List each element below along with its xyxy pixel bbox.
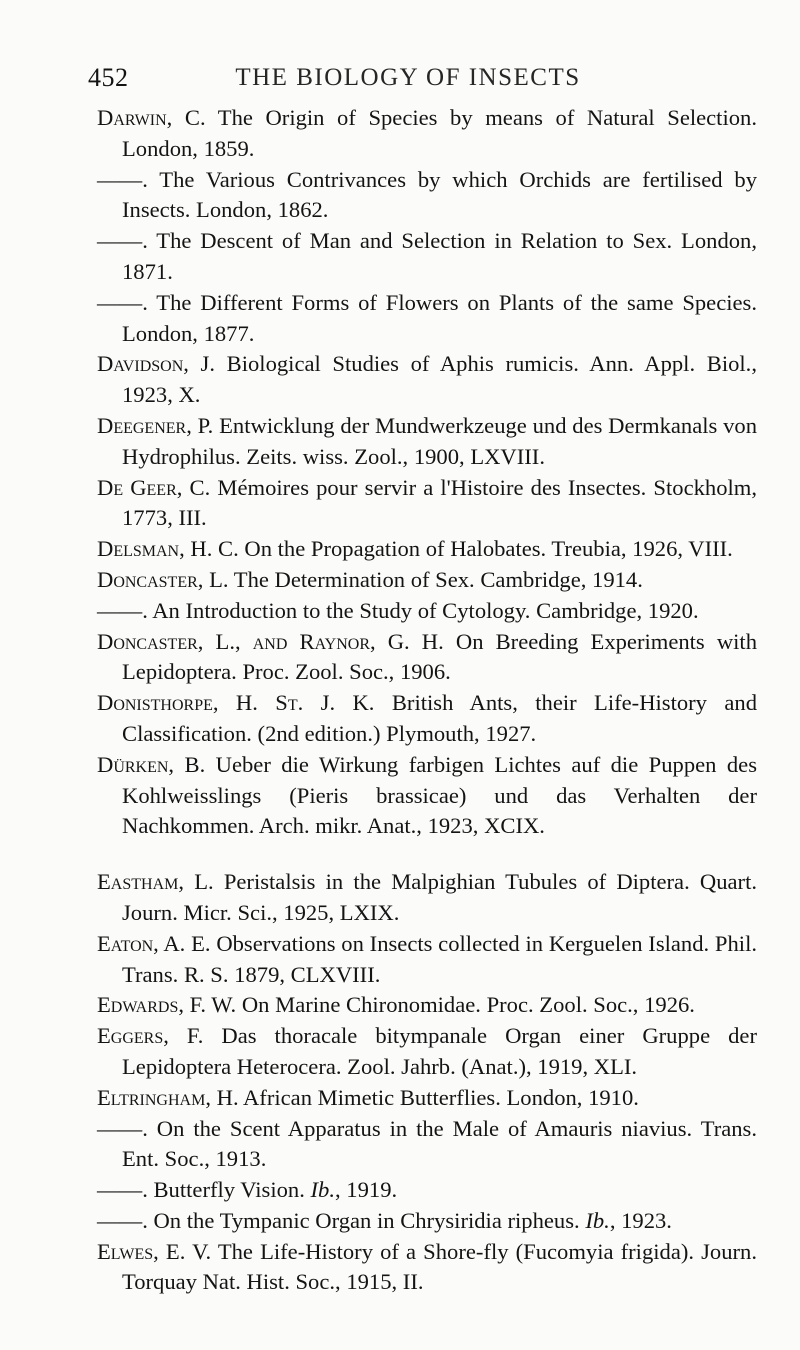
- entry-text: Mémoires pour servir a l'Histoire des Insectes. Stockholm, 1773, III.: [122, 474, 757, 531]
- entry-author: De Geer, C.: [97, 474, 211, 500]
- entry-author: Elwes, E. V.: [97, 1238, 212, 1264]
- entry-text: The Various Contrivances by which Orchids are fertilised by Insects. London, 1862.: [122, 166, 757, 223]
- bibliography-group-d: [97, 103, 757, 842]
- entry-author: Doncaster, L., and Raynor, G. H.: [97, 628, 444, 654]
- entry-author: Doncaster, L.: [97, 566, 229, 592]
- entry-text: On Breeding Experiments with Lepidoptera. Proc. Zool. Soc., 1906.: [122, 628, 757, 685]
- entry-text: The Origin of Species by means of Natural Selection. London, 1859.: [122, 105, 757, 161]
- entry-tail: , 1923.: [609, 1207, 672, 1233]
- entry-ditto-dash: ——.: [97, 597, 148, 623]
- bibliography-entry: [97, 750, 757, 842]
- entry-text: Observations on Insects collected in Kerguelen Island. Phil. Trans. R. S. 1879, CLXVIII.: [122, 930, 757, 987]
- bibliography-entry: [97, 867, 757, 929]
- entry-author: Davidson, J.: [97, 351, 215, 377]
- bibliography-entry: [97, 688, 757, 750]
- bibliography-group-e: [97, 867, 757, 1298]
- entry-author: Eltringham, H.: [97, 1084, 239, 1110]
- entry-ditto-dash: ——.: [97, 1115, 148, 1141]
- entry-text: The Different Forms of Flowers on Plants of the same Species. London, 1877.: [122, 289, 757, 346]
- entry-ditto-dash: ——.: [97, 289, 148, 315]
- running-head: THE BIOLOGY OF INSECTS: [235, 64, 581, 91]
- page-number: 452: [88, 63, 129, 92]
- entry-author: Edwards, F. W.: [97, 992, 237, 1018]
- entry-ditto-dash: ——.: [97, 1207, 148, 1233]
- bibliography-entry: [97, 1237, 757, 1299]
- entry-text: On the Scent Apparatus in the Male of Amauris niavius. Trans. Ent. Soc., 1913.: [122, 1115, 757, 1172]
- entry-text: On Marine Chironomidae. Proc. Zool. Soc., 1926.: [236, 992, 695, 1018]
- entry-text: The Life-History of a Shore-fly (Fucomyia frigida). Journ. Torquay Nat. Hist. Soc., 1915, II.: [122, 1238, 757, 1295]
- entry-author: Dürken, B.: [97, 751, 206, 777]
- bibliography-entry: [97, 1083, 757, 1114]
- entry-tail: , 1919.: [335, 1177, 398, 1203]
- bibliography: [97, 103, 757, 1298]
- entry-text: On the Propagation of Halobates. Treubia, 1926, VIII.: [238, 536, 733, 562]
- bibliography-entry: [97, 565, 757, 596]
- entry-ditto-dash: ——.: [97, 1177, 148, 1203]
- entry-text: An Introduction to the Study of Cytology. Cambridge, 1920.: [147, 597, 699, 623]
- entry-text: Peristalsis in the Malpighian Tubules of Diptera. Quart. Journ. Micr. Sci., 1925, LXIX.: [122, 869, 757, 925]
- entry-ditto-dash: ——.: [97, 166, 148, 192]
- entry-text: The Descent of Man and Selection in Relation to Sex. London, 1871.: [122, 228, 757, 284]
- entry-author: Donisthorpe, H. St. J. K.: [97, 690, 375, 716]
- entry-text: British Ants, their Life-History and Classification. (2nd edition.) Plymouth, 1927.: [122, 690, 757, 746]
- entry-ditto-dash: ——.: [97, 228, 148, 254]
- page-header: [88, 58, 728, 98]
- entry-ibid: Ib.: [585, 1207, 610, 1233]
- entry-text: Das thoracale bitympanale Organ einer Gruppe der Lepidoptera Heterocera. Zool. Jahrb. (Anat.), 1919, XLI.: [122, 1023, 757, 1079]
- entry-author: Darwin, C.: [97, 105, 206, 130]
- entry-author: Eastham, L.: [97, 869, 214, 895]
- bibliography-entry: [97, 534, 757, 565]
- entry-author: Deegener, P.: [97, 412, 214, 438]
- bibliography-entry: [97, 411, 757, 473]
- entry-text: The Determination of Sex. Cambridge, 1914.: [228, 566, 643, 592]
- entry-author: Delsman, H. C.: [97, 536, 239, 562]
- bibliography-entry: [97, 1175, 757, 1206]
- entry-ibid: Ib.: [310, 1177, 335, 1203]
- bibliography-entry: [97, 1021, 757, 1083]
- bibliography-entry: [97, 103, 757, 165]
- entry-text: Ueber die Wirkung farbigen Lichtes auf die Puppen des Kohlweisslings (Pieris brassicae) und das Verhalten der Nachkommen. Arch. mikr. Anat., 1923, XCIX.: [122, 751, 757, 839]
- bibliography-entry: [97, 349, 757, 411]
- entry-author: Eggers, F.: [97, 1023, 204, 1049]
- entry-text: Biological Studies of Aphis rumicis. Ann. Appl. Biol., 1923, X.: [122, 351, 757, 408]
- bibliography-entry: [97, 1114, 757, 1176]
- entry-text: African Mimetic Butterflies. London, 1910.: [238, 1084, 639, 1110]
- bibliography-entry: [97, 990, 757, 1021]
- entry-text: Entwicklung der Mundwerkzeuge und des Dermkanals von Hydrophilus. Zeits. wiss. Zool., 1900, LXVIII.: [122, 412, 757, 469]
- entry-author: Eaton, A. E.: [97, 930, 211, 956]
- bibliography-entry: [97, 929, 757, 991]
- entry-text: On the Tympanic Organ in Chrysiridia ripheus.: [147, 1207, 580, 1233]
- group-separator: [97, 842, 757, 867]
- bibliography-entry: [97, 1206, 757, 1237]
- entry-text: Butterfly Vision.: [147, 1177, 305, 1203]
- bibliography-entry: [97, 627, 757, 689]
- bibliography-entry: [97, 473, 757, 535]
- bibliography-entry: [97, 288, 757, 350]
- bibliography-entry: [97, 165, 757, 227]
- bibliography-entry: [97, 226, 757, 288]
- bibliography-entry: [97, 596, 757, 627]
